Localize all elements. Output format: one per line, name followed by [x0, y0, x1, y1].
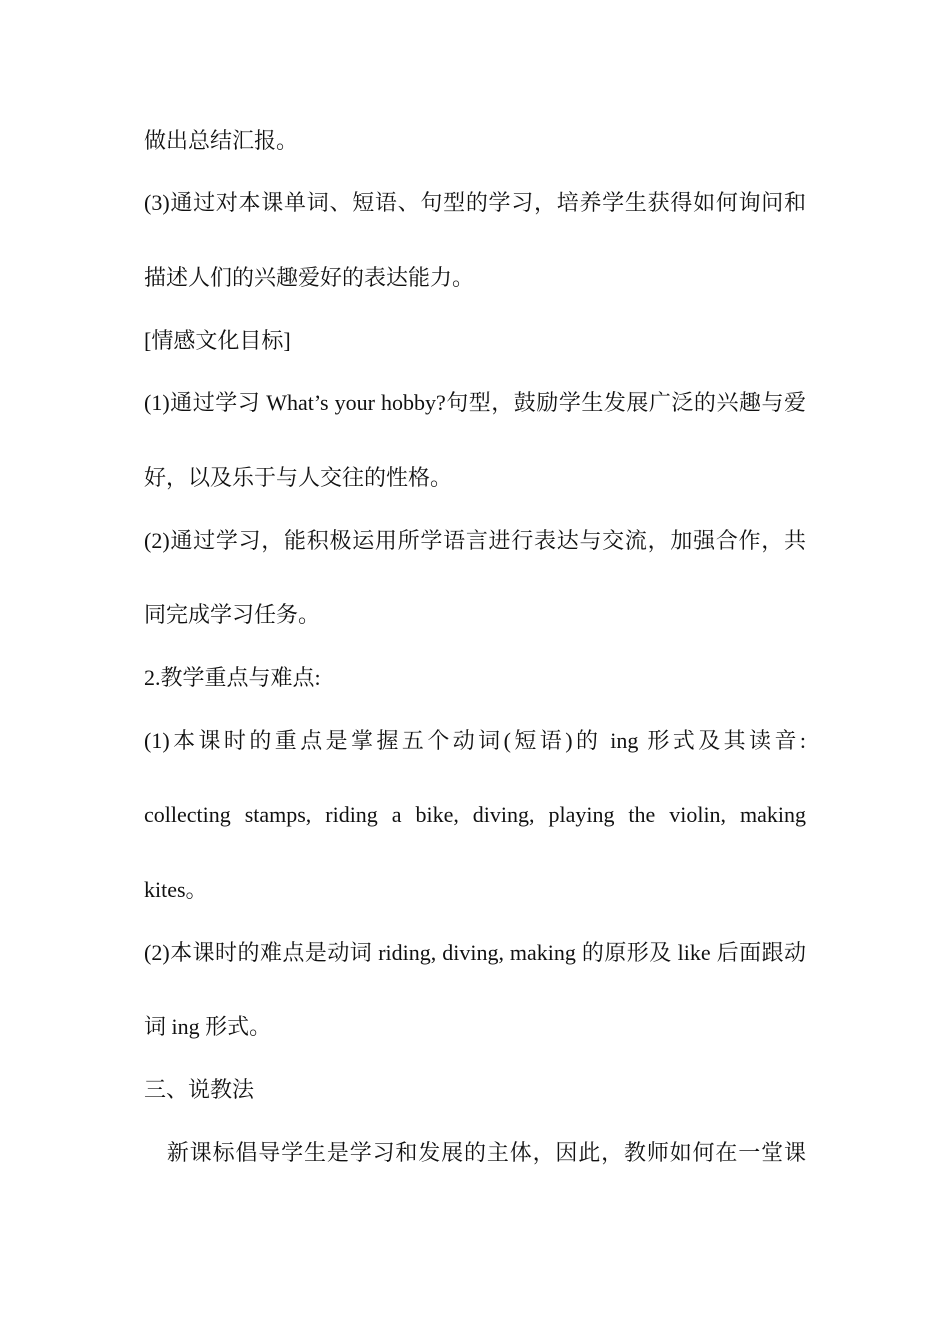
text-line: kites。: [144, 877, 208, 902]
text-line: (1)本课时的重点是掌握五个动词(短语)的 ing 形式及其读音:: [144, 728, 806, 753]
section-heading: 2.教学重点与难点:: [144, 665, 321, 690]
text-line: collecting stamps, riding a bike, diving, playing the violin, making: [144, 802, 806, 827]
text-line: 做出总结汇报。: [144, 128, 299, 153]
text-line: 同完成学习任务。: [144, 602, 321, 627]
text-line: 好，以及乐于与人交往的性格。: [144, 465, 453, 490]
text-line: (2)本课时的难点是动词 riding, diving, making 的原形及 like 后面跟动: [144, 940, 806, 965]
section-heading: [情感文化目标]: [144, 328, 291, 353]
text-line: 词 ing 形式。: [144, 1014, 272, 1039]
text-line: (2)通过学习，能积极运用所学语言进行表达与交流，加强合作，共: [144, 528, 806, 553]
text-line: (1)通过学习 What’s your hobby?句型，鼓励学生发展广泛的兴趣与爱: [144, 390, 806, 415]
text-line: (3)通过对本课单词、短语、句型的学习，培养学生获得如何询问和: [144, 190, 806, 215]
section-heading: 三、说教法: [144, 1077, 255, 1102]
text-line: 描述人们的兴趣爱好的表达能力。: [144, 265, 475, 290]
text-line: 新课标倡导学生是学习和发展的主体，因此，教师如何在一堂课: [144, 1140, 806, 1165]
